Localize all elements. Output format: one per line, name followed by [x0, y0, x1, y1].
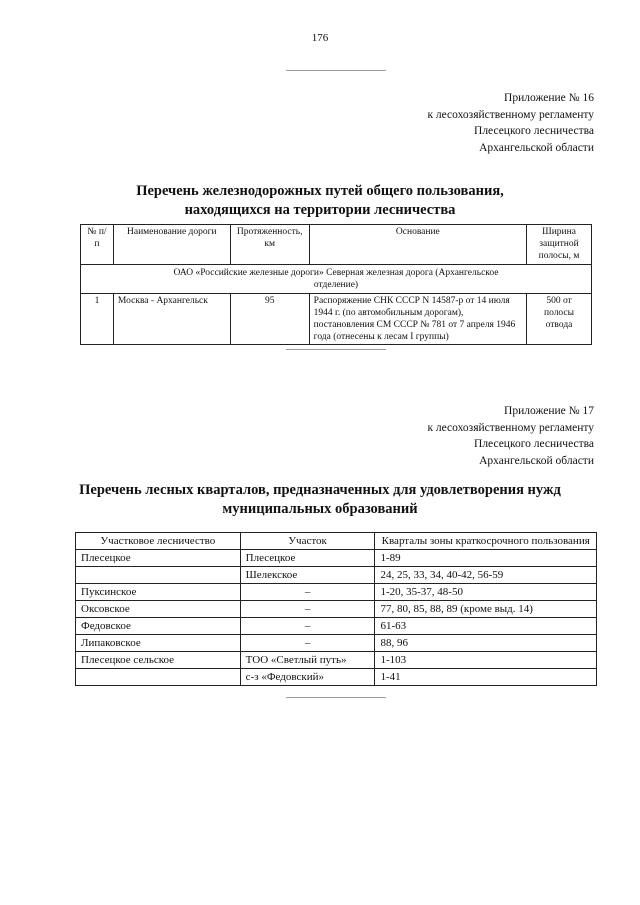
railway-title	[0, 182, 640, 220]
header-cell-section: Участок	[240, 533, 375, 550]
appendix-16-line: к лесохозяйственному регламенту	[427, 108, 594, 121]
table-row	[76, 601, 597, 618]
table-row	[76, 584, 597, 601]
table-cell: Липаковское	[76, 635, 241, 652]
table-cell: Москва - Архангельск	[113, 294, 230, 345]
table-row	[76, 652, 597, 669]
table-row	[76, 567, 597, 584]
appendix-17-line: Приложение № 17	[504, 405, 594, 417]
table-cell: 1-41	[375, 669, 597, 686]
header-cell-road-name: Наименование дороги	[113, 225, 230, 265]
header-cell-basis: Основание	[309, 225, 526, 265]
table-cell: 1-20, 35-37, 48-50	[375, 584, 597, 601]
quarters-table	[75, 532, 597, 686]
table-cell: 1	[81, 294, 114, 345]
table-cell: –	[240, 584, 375, 601]
table-cell: Плесецкое	[76, 550, 241, 567]
appendix-16-line: Плесецкого лесничества	[474, 125, 594, 137]
table-header-row	[81, 225, 592, 265]
quarters-title-line: Перечень лесных кварталов, предназначенных для удовлетворения нужд	[79, 482, 561, 498]
table-group-row	[81, 265, 592, 294]
table-cell: 1-103	[375, 652, 597, 669]
divider-bottom	[286, 697, 386, 698]
table-cell: 1-89	[375, 550, 597, 567]
table-row	[76, 635, 597, 652]
table-cell: 500 от полосы отвода	[527, 294, 592, 345]
divider-middle	[286, 349, 386, 350]
table-cell: Шелекское	[240, 567, 375, 584]
appendix-17-header	[427, 403, 594, 469]
table-cell: Плесецкое сельское	[76, 652, 241, 669]
table-cell: 88, 96	[375, 635, 597, 652]
appendix-17-line: Плесецкого лесничества	[474, 438, 594, 450]
table-cell: Распоряжение СНК СССР N 14587-р от 14 июля 1944 г. (по автомобильным дорогам), постановления СМ СССР № 781 от 7 апреля 1946 года (отнесены к лесам I группы)	[309, 294, 526, 345]
railway-title-line: находящихся на территории лесничества	[184, 202, 456, 218]
table-cell: –	[240, 601, 375, 618]
table-cell: –	[240, 618, 375, 635]
divider-top	[286, 70, 386, 71]
appendix-16-line: Архангельской области	[479, 141, 594, 154]
table-cell: Пуксинское	[76, 584, 241, 601]
header-cell-width: Ширина защитной полосы, м	[527, 225, 592, 265]
table-cell: с-з «Федовский»	[240, 669, 375, 686]
header-cell-district: Участковое лесничество	[76, 533, 241, 550]
header-cell-number: № п/п	[81, 225, 114, 265]
table-cell: Плесецкое	[240, 550, 375, 567]
appendix-16-line: Приложение № 16	[504, 92, 594, 104]
table-cell: 77, 80, 85, 88, 89 (кроме выд. 14)	[375, 601, 597, 618]
table-header-row	[76, 533, 597, 550]
table-cell: 24, 25, 33, 34, 40-42, 56-59	[375, 567, 597, 584]
page-number: 176	[311, 32, 329, 44]
group-cell: ОАО «Российские железные дороги» Северная железная дорога (Архангельское отделение)	[81, 265, 592, 294]
header-cell-quarters: Кварталы зоны краткосрочного пользования	[375, 533, 597, 550]
table-cell	[76, 669, 241, 686]
table-row	[81, 294, 592, 345]
quarters-title	[0, 481, 640, 519]
quarters-title-line: муниципальных образований	[222, 501, 418, 517]
table-row	[76, 618, 597, 635]
table-cell: –	[240, 635, 375, 652]
railway-title-line: Перечень железнодорожных путей общего пользования,	[136, 183, 504, 199]
table-cell	[76, 567, 241, 584]
header-cell-length: Протяженность, км	[230, 225, 309, 265]
railway-table	[80, 224, 592, 345]
appendix-17-line: Архангельской области	[479, 454, 594, 467]
table-cell: Оксовское	[76, 601, 241, 618]
table-cell: 95	[230, 294, 309, 345]
table-cell: Федовское	[76, 618, 241, 635]
table-row	[76, 669, 597, 686]
appendix-17-line: к лесохозяйственному регламенту	[427, 421, 594, 434]
table-row	[76, 550, 597, 567]
table-cell: 61-63	[375, 618, 597, 635]
table-cell: ТОО «Светлый путь»	[240, 652, 375, 669]
appendix-16-header	[427, 90, 594, 156]
